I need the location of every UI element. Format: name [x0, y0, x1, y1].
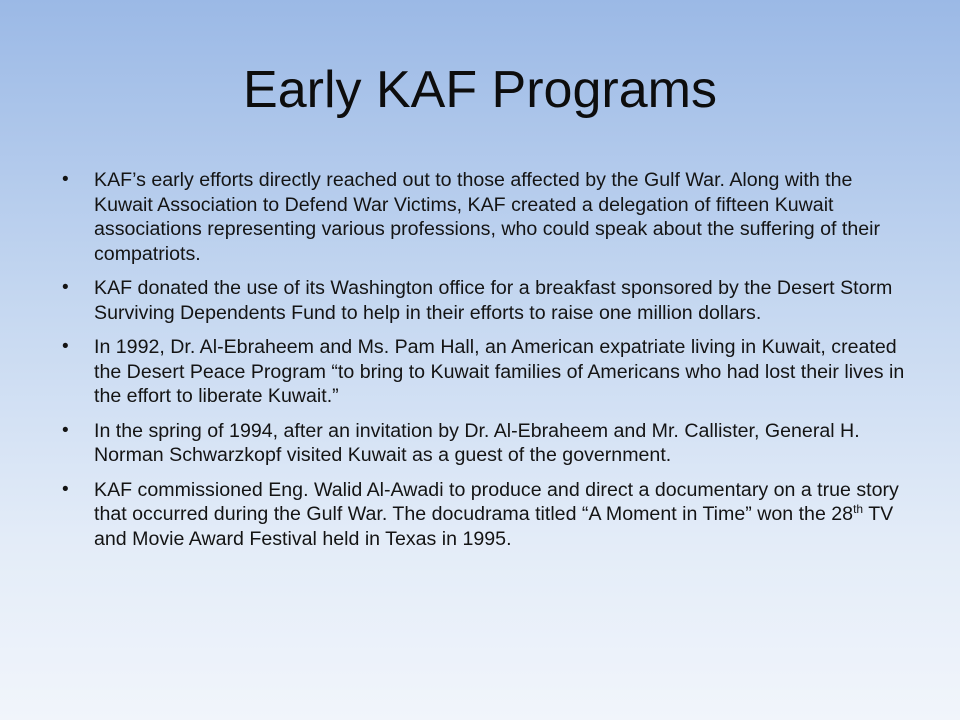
bullet-text-before: KAF commissioned Eng. Walid Al-Awadi to produce and direct a documentary on a true story that occurred during the Gulf War. The docudrama titled “A Moment in Time” won the 28: [94, 478, 899, 525]
bullet-item: [60, 478, 905, 552]
bullet-icon: •: [62, 336, 69, 357]
bullet-item: [60, 276, 905, 325]
bullet-item: [60, 419, 905, 468]
ordinal-superscript: th: [853, 502, 864, 516]
bullet-text: KAF donated the use of its Washington office for a breakfast sponsored by the Desert Storm Surviving Dependents Fund to help in their efforts to raise one million dollars.: [94, 277, 893, 324]
bullet-text: KAF’s early efforts directly reached out to those affected by the Gulf War. Along with the Kuwait Association to Defend War Victims, KAF created a delegation of fifteen Kuwait associations representing various professions, who could speak about the suffering of their compatriots.: [94, 169, 881, 265]
bullet-item: [60, 335, 905, 409]
bullet-icon: •: [62, 277, 69, 298]
bullet-text: In the spring of 1994, after an invitation by Dr. Al-Ebraheem and Mr. Callister, General H. Norman Schwarzkopf visited Kuwait as a guest of the government.: [94, 419, 860, 466]
bullet-icon: •: [62, 419, 69, 441]
bullet-text: [94, 479, 899, 550]
bullet-item: [60, 168, 905, 266]
bullet-icon: •: [62, 478, 69, 500]
bullet-list: [60, 168, 905, 561]
slide-title: Early KAF Programs: [243, 61, 717, 119]
bullet-text-after: TV and Movie Award Festival held in Texas in 1995.: [94, 503, 894, 550]
bullet-icon: •: [62, 169, 69, 190]
bullet-text: In 1992, Dr. Al-Ebraheem and Ms. Pam Hall, an American expatriate living in Kuwait, created the Desert Peace Program “to bring to Kuwait families of Americans who had lost their lives in the effort to liberate Kuwait.”: [94, 336, 905, 407]
